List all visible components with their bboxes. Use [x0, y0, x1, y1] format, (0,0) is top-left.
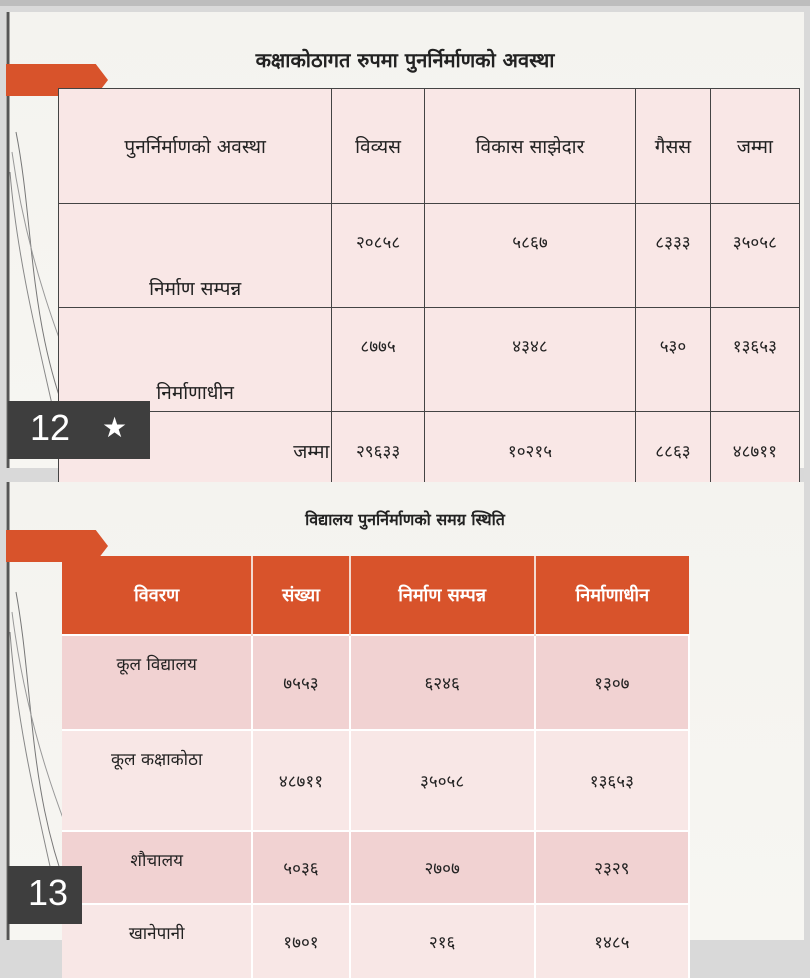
table-row — [62, 904, 689, 978]
row-label: कूल कक्षाकोठा — [62, 730, 252, 831]
cell-value: ८३३३ — [636, 204, 711, 308]
header-ngo: गैसस — [636, 89, 711, 204]
cell-value: २९६३३ — [332, 412, 424, 490]
table-row — [59, 204, 800, 308]
cell-value: ४३४८ — [424, 308, 635, 412]
classroom-reconstruction-table — [58, 88, 800, 490]
cell-value: २७०७ — [350, 831, 535, 904]
slide-number-badge[interactable] — [8, 866, 82, 924]
header-under-construction: निर्माणाधीन — [535, 556, 689, 635]
cell-value: ७५५३ — [252, 635, 349, 730]
table-row-total — [59, 412, 800, 490]
slide-12 — [6, 12, 804, 468]
header-description: विवरण — [62, 556, 252, 635]
cell-value: ५८६७ — [424, 204, 635, 308]
cell-value: ८८६३ — [636, 412, 711, 490]
slide-title: विद्यालय पुनर्निर्माणको समग्र स्थिति — [305, 510, 505, 529]
cell-value: १३०७ — [535, 635, 689, 730]
header-count: संख्या — [252, 556, 349, 635]
row-label: निर्माणाधीन — [59, 308, 332, 412]
cell-value: ३५०५८ — [710, 204, 799, 308]
cell-value: ८७७५ — [332, 308, 424, 412]
cell-value: ६२४६ — [350, 635, 535, 730]
cell-value: ४८७११ — [710, 412, 799, 490]
cell-value: ५३० — [636, 308, 711, 412]
star-icon[interactable]: ★ — [102, 412, 128, 443]
cell-value: १३६५३ — [535, 730, 689, 831]
cell-value: १७०१ — [252, 904, 349, 978]
table-row — [59, 308, 800, 412]
row-label: जम्मा — [59, 412, 332, 490]
cell-value: २३२९ — [535, 831, 689, 904]
header-status: पुनर्निर्माणको अवस्था — [59, 89, 332, 204]
table-row — [62, 730, 689, 831]
header-development-partner: विकास साझेदार — [424, 89, 635, 204]
school-reconstruction-table — [62, 556, 690, 978]
slide-number: 12 — [30, 407, 71, 448]
cell-value: १३६५३ — [710, 308, 799, 412]
slide-title: कक्षाकोठागत रुपमा पुनर्निर्माणको अवस्था — [255, 48, 555, 72]
cell-value: २१६ — [350, 904, 535, 978]
cell-value: २०८५८ — [332, 204, 424, 308]
table-row — [62, 635, 689, 730]
row-label: शौचालय — [62, 831, 252, 904]
table-row — [62, 831, 689, 904]
cell-value: ३५०५८ — [350, 730, 535, 831]
cell-value: ५०३६ — [252, 831, 349, 904]
row-label: कूल विद्यालय — [62, 635, 252, 730]
cell-value: १४८५ — [535, 904, 689, 978]
cell-value: १०२१५ — [424, 412, 635, 490]
row-label: खानेपानी — [62, 904, 252, 978]
cell-value: ४८७११ — [252, 730, 349, 831]
row-label: निर्माण सम्पन्न — [59, 204, 332, 308]
header-school-management: विव्यस — [332, 89, 424, 204]
header-total: जम्मा — [710, 89, 799, 204]
top-strip — [0, 0, 810, 6]
slide-13 — [6, 482, 804, 953]
slide-number: 13 — [28, 872, 69, 913]
header-completed: निर्माण सम्पन्न — [350, 556, 535, 635]
slide-number-badge[interactable] — [8, 401, 150, 459]
